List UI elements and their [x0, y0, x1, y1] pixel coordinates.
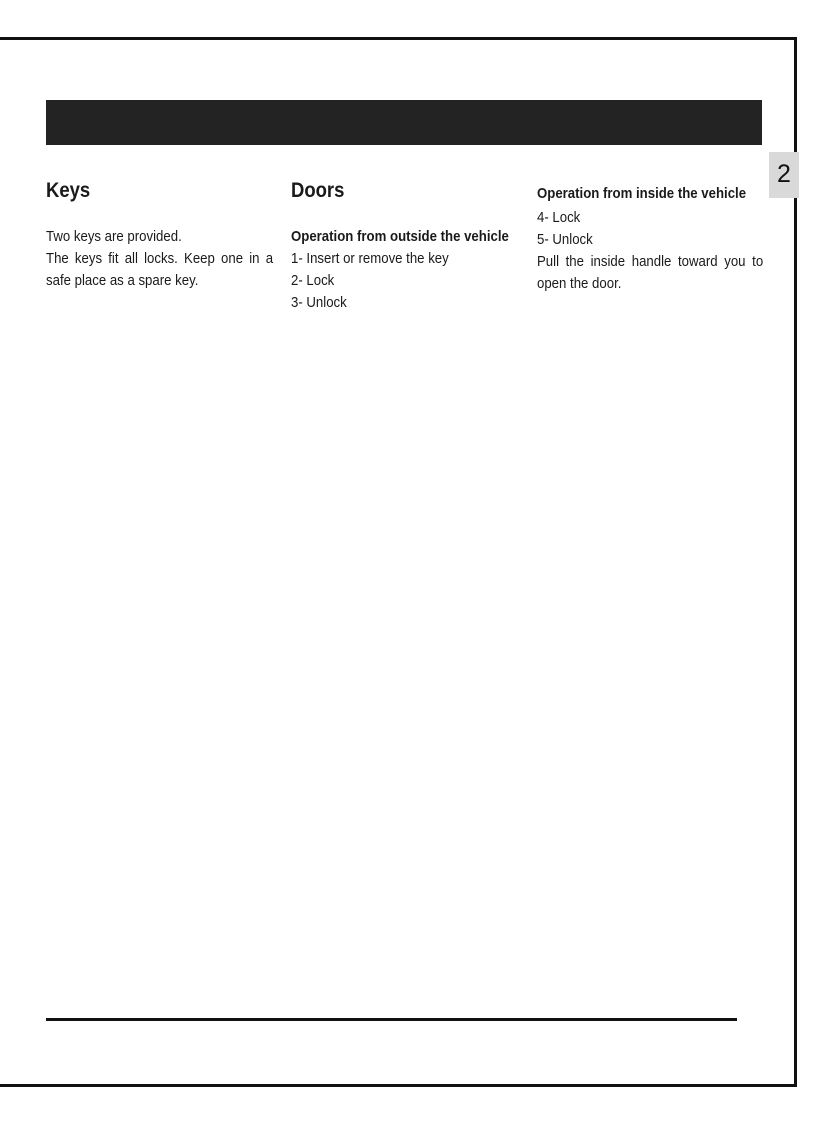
inside-step: 4- Lock: [537, 209, 581, 226]
inside-note: Pull the inside handle toward you to open the door.: [537, 253, 764, 292]
inside-step: 5- Unlock: [537, 231, 593, 248]
keys-text-1: Two keys are provided.: [46, 228, 182, 245]
keys-section: [46, 176, 273, 292]
footer-rule: [46, 1018, 737, 1021]
chapter-tab: 2: [769, 152, 799, 198]
section-header-bar: [46, 100, 762, 145]
keys-text-2: The keys fit all locks. Keep one in a safe place as a spare key.: [46, 250, 274, 289]
outside-operation-heading: Operation from outside the vehicle: [291, 228, 509, 245]
outside-step: 3- Unlock: [291, 294, 347, 311]
outside-step: 1- Insert or remove the key: [291, 250, 449, 267]
outside-step: 2- Lock: [291, 272, 335, 289]
doors-heading: Doors: [291, 179, 345, 202]
inside-operation-heading: Operation from inside the vehicle: [537, 185, 747, 202]
doors-outside-section: [291, 176, 511, 314]
doors-inside-section: [537, 181, 763, 295]
keys-heading: Keys: [46, 179, 91, 202]
